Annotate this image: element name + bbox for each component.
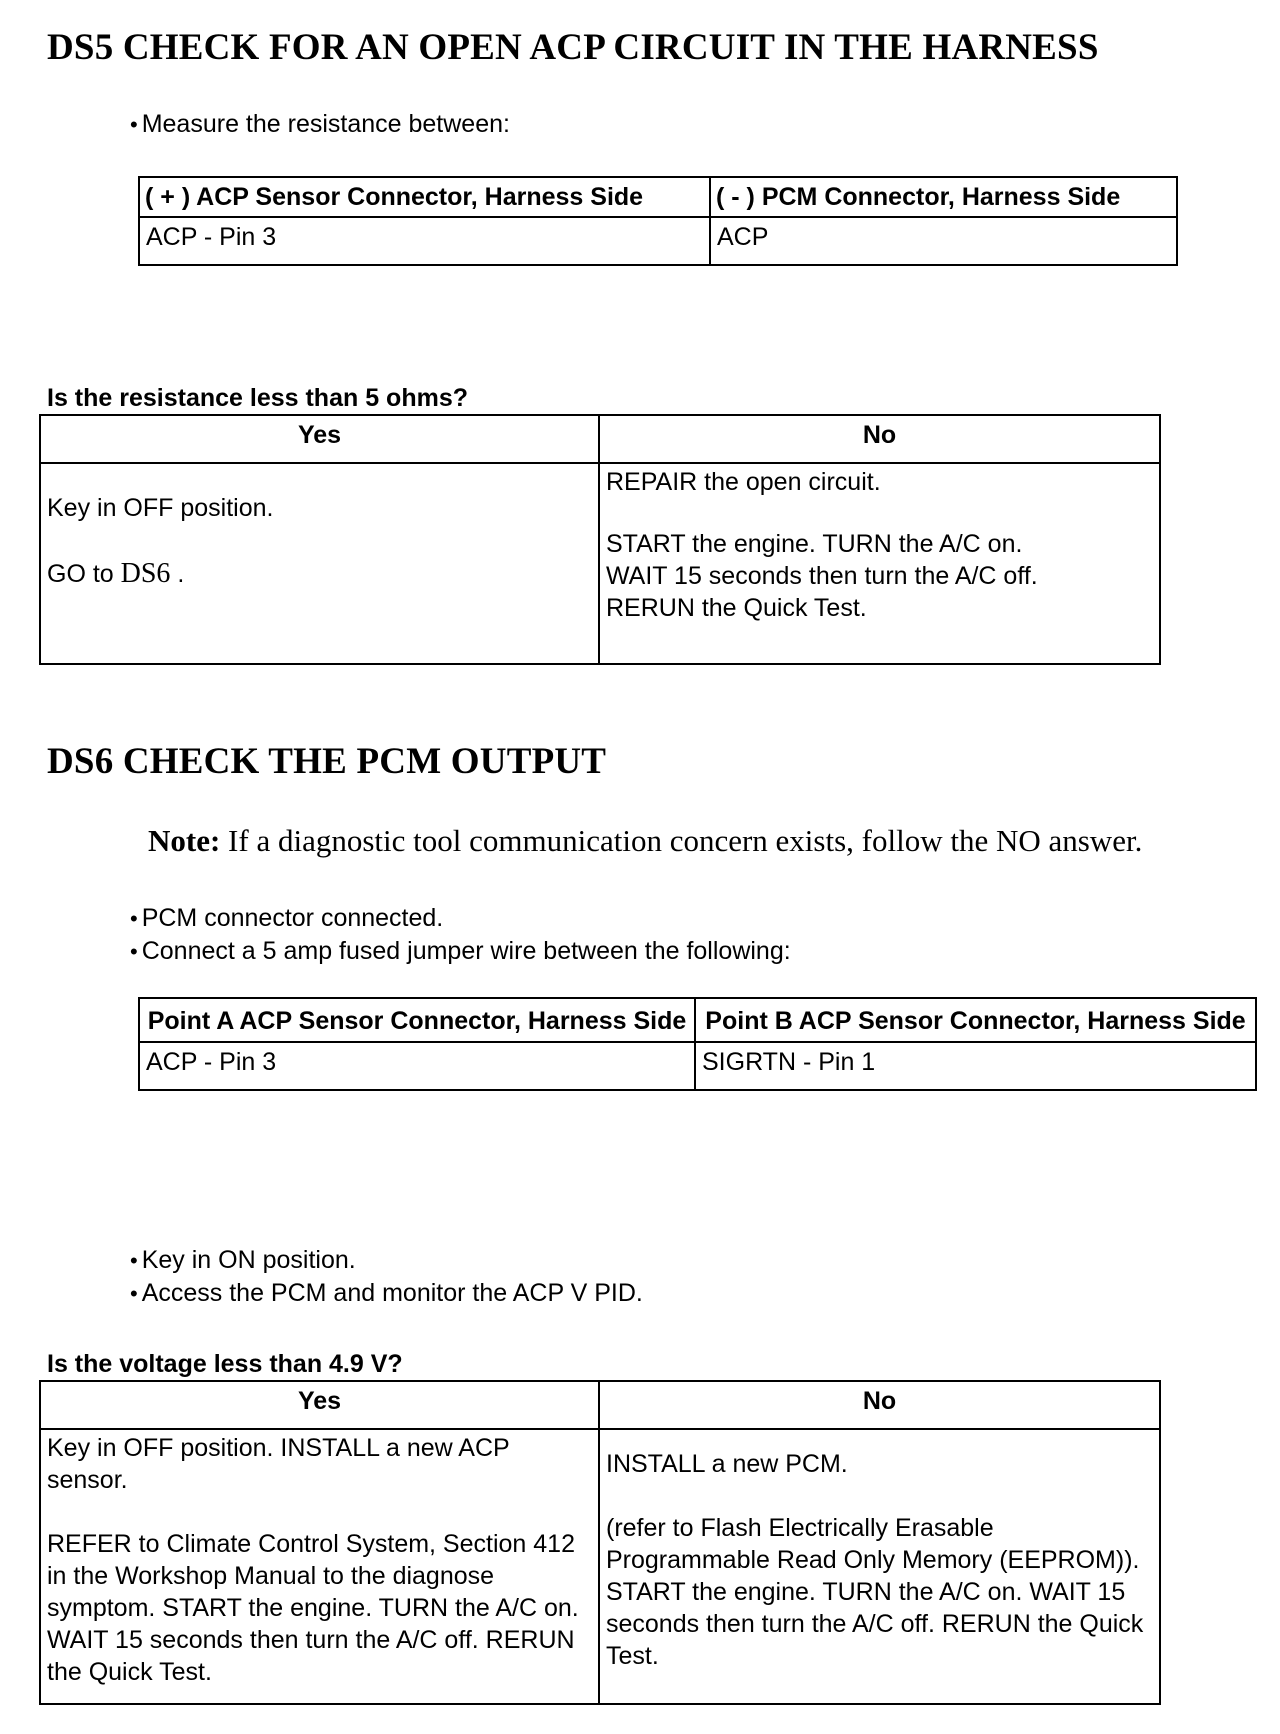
ds6-question: Is the voltage less than 4.9 V? (47, 1350, 403, 1378)
ds5-no-line3: WAIT 15 seconds then turn the A/C off. (606, 562, 1038, 590)
ds6-note-label: Note: (148, 823, 221, 858)
ds6-bullet-2 (130, 937, 791, 966)
bullet-dot: • (130, 1248, 138, 1273)
ds5-yes-goto-suffix: . (177, 560, 185, 588)
ds5-bullet-text: Measure the resistance between: (141, 110, 510, 138)
ds6-link[interactable]: DS6 (120, 558, 171, 589)
bullet-dot: • (130, 939, 138, 964)
ds6-bullet-1 (130, 904, 443, 933)
ds6-bullet-4-text: Access the PCM and monitor the ACP V PID. (141, 1279, 643, 1307)
ds6-bullet-2-text: Connect a 5 amp fused jumper wire between the following: (141, 937, 791, 965)
ds5-yes-goto-prefix: GO to (47, 560, 114, 588)
bullet-dot: • (130, 1281, 138, 1306)
table-row (139, 1042, 1256, 1090)
ds5-col2-header: ( - ) PCM Connector, Harness Side (710, 177, 1177, 217)
table-row (139, 217, 1177, 265)
ds6-yes-cell (40, 1429, 599, 1704)
ds5-answer-table (39, 414, 1161, 665)
ds5-bullet (130, 110, 510, 139)
ds5-no-header: No (599, 415, 1160, 463)
bullet-dot: • (130, 112, 138, 137)
ds5-row-col1: ACP - Pin 3 (139, 217, 710, 265)
table-header-row (139, 177, 1177, 217)
table-row (40, 463, 1160, 664)
ds5-no-line2: START the engine. TURN the A/C on. (606, 530, 1023, 558)
table-header-row (40, 1381, 1160, 1429)
ds6-title: DS6 CHECK THE PCM OUTPUT (47, 741, 607, 782)
ds6-no-para1: INSTALL a new PCM. (606, 1450, 848, 1478)
ds5-yes-line1: Key in OFF position. (47, 494, 274, 522)
ds5-question: Is the resistance less than 5 ohms? (47, 384, 468, 412)
ds6-connection-table (138, 997, 1257, 1091)
ds5-yes-line2 (47, 558, 592, 590)
ds5-no-line4: RERUN the Quick Test. (606, 594, 867, 622)
ds5-connection-table (138, 176, 1178, 266)
ds5-yes-header: Yes (40, 415, 599, 463)
ds6-row-col2: SIGRTN - Pin 1 (695, 1042, 1256, 1090)
table-header-row (40, 415, 1160, 463)
ds6-note-text: If a diagnostic tool communication concern exists, follow the NO answer. (228, 823, 1143, 858)
ds6-yes-header: Yes (40, 1381, 599, 1429)
ds6-no-cell (599, 1429, 1160, 1704)
ds6-col1-header: Point A ACP Sensor Connector, Harness Side (139, 998, 695, 1042)
table-row (40, 1429, 1160, 1704)
ds5-yes-cell (40, 463, 599, 664)
ds6-col2-header: Point B ACP Sensor Connector, Harness Side (695, 998, 1256, 1042)
ds6-row-col1: ACP - Pin 3 (139, 1042, 695, 1090)
ds6-bullet-1-text: PCM connector connected. (141, 904, 444, 932)
ds5-no-cell (599, 463, 1160, 664)
ds6-no-para2: (refer to Flash Electrically Erasable Programmable Read Only Memory (EEPROM)). START the engine. TURN the A/C on. WAIT 15 seconds then turn the A/C off. RERUN the Quick Test. (606, 1514, 1144, 1670)
ds6-no-header: No (599, 1381, 1160, 1429)
ds6-bullet-3 (130, 1246, 356, 1275)
ds5-title: DS5 CHECK FOR AN OPEN ACP CIRCUIT IN THE HARNESS (47, 27, 1099, 68)
ds5-no-line1: REPAIR the open circuit. (606, 468, 881, 496)
ds6-note (148, 823, 1142, 859)
table-header-row (139, 998, 1256, 1042)
ds5-col1-header: ( + ) ACP Sensor Connector, Harness Side (139, 177, 710, 217)
bullet-dot: • (130, 906, 138, 931)
ds6-bullet-3-text: Key in ON position. (141, 1246, 356, 1274)
ds6-yes-para2: REFER to Climate Control System, Section 412 in the Workshop Manual to the diagnose symptom. START the engine. TURN the A/C on. WAIT 15 seconds then turn the A/C off. RERUN the Quick Test. (47, 1530, 579, 1686)
ds6-bullet-4 (130, 1279, 643, 1308)
ds6-yes-para1: Key in OFF position. INSTALL a new ACP sensor. (47, 1434, 510, 1494)
ds6-answer-table (39, 1380, 1161, 1705)
ds5-row-col2: ACP (710, 217, 1177, 265)
